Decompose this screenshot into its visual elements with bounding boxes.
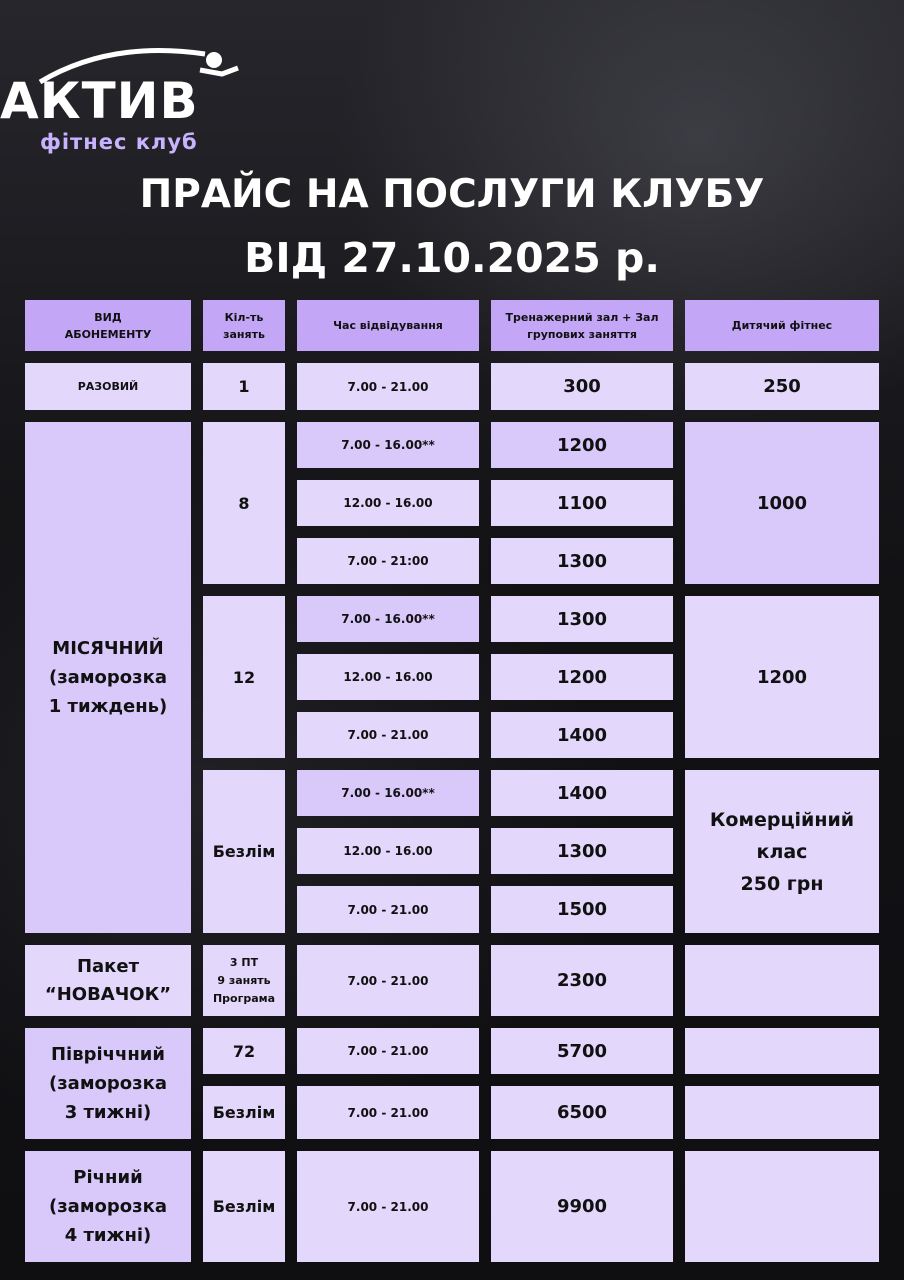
monthly-8-price-1: 1200: [491, 422, 673, 468]
monthly-12-time-1: 7.00 - 16.00**: [297, 596, 479, 642]
single-count: 1: [203, 363, 285, 410]
newbie-name-line1: Пакет: [76, 955, 140, 977]
monthly-12-count: 12: [203, 596, 285, 758]
yearly-name-line3: 4 тижні): [64, 1225, 152, 1246]
header-gym: [491, 300, 673, 351]
monthly-name: [25, 422, 191, 933]
commercial-class-line3: 250 грн: [740, 872, 824, 895]
header-count-line1: Кіл-ть: [224, 310, 264, 324]
monthly-unlimited-time-3: 7.00 - 21.00: [297, 886, 479, 933]
header-gym-line1: Тренажерний зал + Зал: [505, 310, 659, 324]
halfyear-name-line1: Півріччний: [50, 1044, 166, 1065]
newbie-name-line2: “НОВАЧОК”: [44, 983, 172, 1005]
monthly-unlimited-price-1: 1400: [491, 770, 673, 816]
newbie-count-line1: 3 ПТ: [229, 955, 259, 969]
single-name: РАЗОВИЙ: [25, 363, 191, 410]
monthly-unlimited-price-2: 1300: [491, 828, 673, 874]
halfyear-unlimited-count: Безлім: [203, 1086, 285, 1139]
single-kids-price: 250: [685, 363, 879, 410]
halfyear-72-price: 5700: [491, 1028, 673, 1074]
page-date: ВІД 27.10.2025 р.: [244, 234, 660, 282]
header-gym-line2: групових заняття: [527, 327, 637, 341]
monthly-8-price-3: 1300: [491, 538, 673, 584]
yearly-kids-empty: [685, 1151, 879, 1262]
newbie-count: [203, 945, 285, 1016]
commercial-class-line1: Комерційний: [709, 808, 855, 831]
logo-subtitle: фітнес клуб: [40, 130, 198, 154]
halfyear-name-line2: (заморозка: [49, 1073, 167, 1094]
header-time: Час відвідування: [297, 300, 479, 351]
halfyear-unlimited-price: 6500: [491, 1086, 673, 1139]
logo-wordmark: АКТИВ: [0, 72, 199, 130]
newbie-count-line3: Програма: [212, 991, 276, 1005]
halfyear-unlimited-time: 7.00 - 21.00: [297, 1086, 479, 1139]
newbie-time: 7.00 - 21.00: [297, 945, 479, 1016]
header-count-line2: занять: [223, 327, 265, 341]
halfyear-name: [25, 1028, 191, 1139]
header-type-line2: АБОНЕМЕНТУ: [64, 327, 152, 341]
monthly-8-time-1: 7.00 - 16.00**: [297, 422, 479, 468]
single-time: 7.00 - 21.00: [297, 363, 479, 410]
monthly-12-price-2: 1200: [491, 654, 673, 700]
header-type: [25, 300, 191, 351]
halfyear-unlimited-kids-empty: [685, 1086, 879, 1139]
yearly-name-line1: Річний: [73, 1167, 143, 1188]
monthly-12-time-3: 7.00 - 21.00: [297, 712, 479, 758]
monthly-12-price-1: 1300: [491, 596, 673, 642]
commercial-class: [685, 770, 879, 933]
monthly-12-time-2: 12.00 - 16.00: [297, 654, 479, 700]
header-kids: Дитячий фітнес: [685, 300, 879, 351]
yearly-gym-price: 9900: [491, 1151, 673, 1262]
yearly-time: 7.00 - 21.00: [297, 1151, 479, 1262]
monthly-12-kids-price: 1200: [685, 596, 879, 758]
monthly-unlimited-time-1: 7.00 - 16.00**: [297, 770, 479, 816]
yearly-name-line2: (заморозка: [49, 1196, 167, 1217]
yearly-name: [25, 1151, 191, 1262]
monthly-12-price-3: 1400: [491, 712, 673, 758]
newbie-kids-empty: [685, 945, 879, 1016]
monthly-8-price-2: 1100: [491, 480, 673, 526]
monthly-unlimited-count: Безлім: [203, 770, 285, 933]
single-gym-price: 300: [491, 363, 673, 410]
monthly-unlimited-price-3: 1500: [491, 886, 673, 933]
monthly-8-time-2: 12.00 - 16.00: [297, 480, 479, 526]
newbie-count-line2: 9 занять: [217, 973, 271, 987]
monthly-8-time-3: 7.00 - 21:00: [297, 538, 479, 584]
header-count: [203, 300, 285, 351]
monthly-unlimited-time-2: 12.00 - 16.00: [297, 828, 479, 874]
page-title: ПРАЙС НА ПОСЛУГИ КЛУБУ: [139, 172, 765, 217]
halfyear-72-count: 72: [203, 1028, 285, 1074]
yearly-count: Безлім: [203, 1151, 285, 1262]
commercial-class-line2: клас: [756, 840, 808, 863]
monthly-name-line1: МІСЯЧНИЙ: [52, 638, 164, 659]
halfyear-name-line3: 3 тижні): [64, 1102, 152, 1123]
monthly-8-count: 8: [203, 422, 285, 584]
newbie-gym-price: 2300: [491, 945, 673, 1016]
halfyear-72-time: 7.00 - 21.00: [297, 1028, 479, 1074]
halfyear-72-kids-empty: [685, 1028, 879, 1074]
monthly-name-line3: 1 тиждень): [48, 696, 168, 717]
header-type-line1: ВИД: [94, 310, 122, 324]
monthly-8-kids-price: 1000: [685, 422, 879, 584]
monthly-name-line2: (заморозка: [49, 667, 167, 688]
newbie-name: [25, 945, 191, 1016]
club-logo: [0, 22, 270, 154]
